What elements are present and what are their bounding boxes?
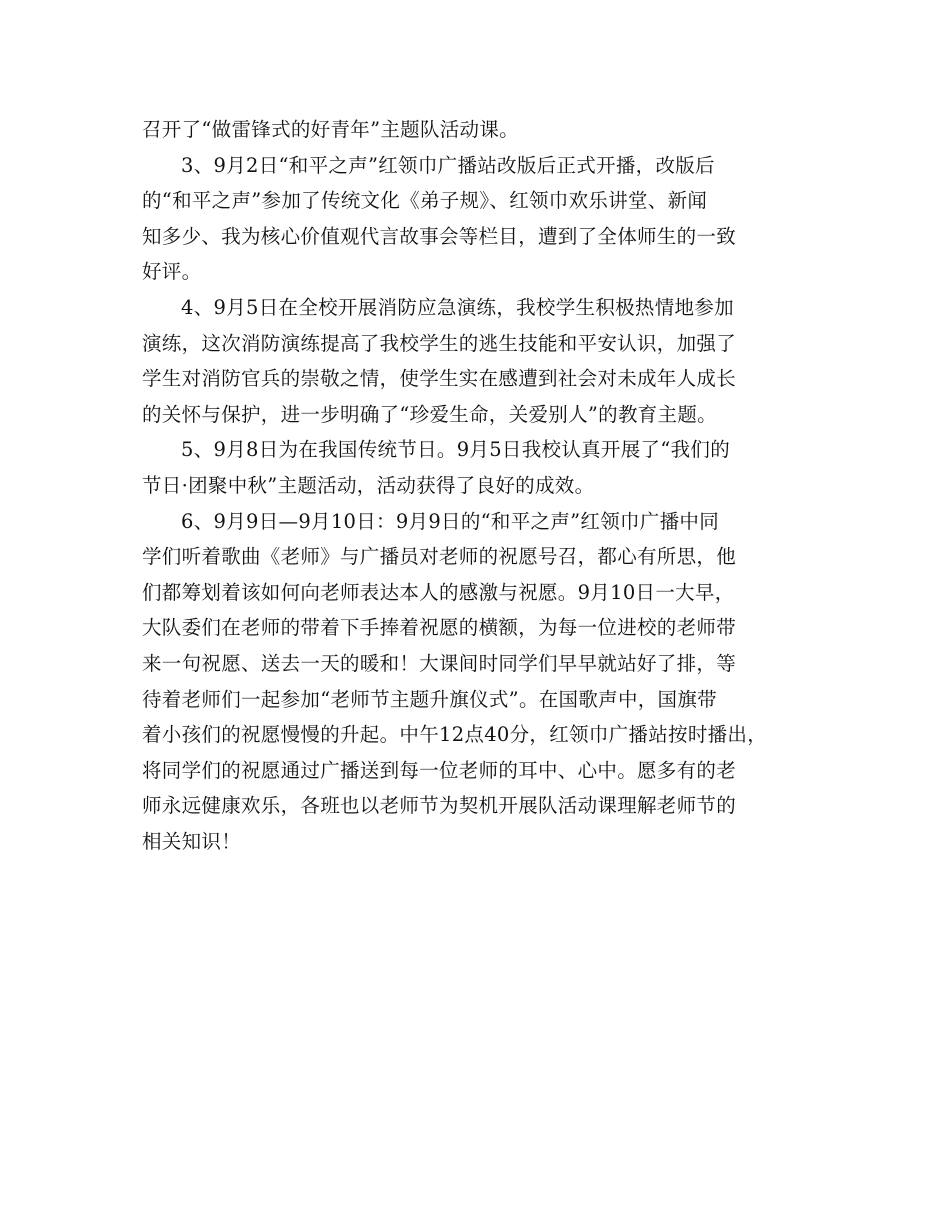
text-line: 将同学们的祝愿通过广播送到每一位老师的耳中、心中。愿多有的老	[142, 758, 737, 782]
text-line: 大队委们在老师的带着下手捧着祝愿的横额，为每一位进校的老师带	[142, 616, 737, 640]
paragraph-6-line: 6、9月9日—9月10日：9月9日的“和平之声”红领巾广播中同	[181, 509, 719, 533]
text-line: 学生对消防官兵的崇敬之情，使学生实在感遭到社会对未成年人成长	[142, 367, 737, 391]
text-line: 知多少、我为核心价值观代言故事会等栏目，遭到了全体师生的一致	[142, 224, 737, 248]
text-line: 好评。	[142, 260, 202, 284]
text-line: 们都筹划着该如何向老师表达本人的感激与祝愿。9月10日一大早，	[142, 580, 735, 604]
text-line: 相关知识！	[142, 829, 242, 853]
text-line: 的“和平之声”参加了传统文化《弟子规》、红领巾欢乐讲堂、新闻	[142, 189, 708, 213]
text-line: 待着老师们一起参加“老师节主题升旗仪式”。在国歌声中，国旗带	[142, 687, 717, 711]
text-line: 召开了“做雷锋式的好青年”主题队活动课。	[142, 118, 519, 141]
text-line: 演练，这次消防演练提高了我校学生的逃生技能和平安认识，加强了	[142, 331, 737, 355]
text-line: 学们听着歌曲《老师》与广播员对老师的祝愿号召，都心有所思，他	[142, 545, 737, 569]
paragraph-4-line: 4、9月5日在全校开展消防应急演练，我校学生积极热情地参加	[181, 295, 734, 319]
body-text	[142, 112, 822, 859]
text-line: 的关怀与保护，进一步明确了“珍爱生命，关爱别人”的教育主题。	[142, 402, 717, 426]
paragraph-5-line: 5、9月8日为在我国传统节日。9月5日我校认真开展了“我们的	[181, 438, 731, 462]
text-line: 师永远健康欢乐，各班也以老师节为契机开展队活动课理解老师节的	[142, 794, 737, 818]
text-line: 节日·团聚中秋”主题活动，活动获得了良好的成效。	[142, 473, 595, 497]
text-line: 来一句祝愿、送去一天的暖和！大课间时同学们早早就站好了排，等	[142, 651, 737, 675]
text-line: 着小孩们的祝愿慢慢的升起。中午12点40分，红领巾广播站按时播出，	[142, 723, 768, 747]
paragraph-3-line: 3、9月2日“和平之声”红领巾广播站改版后正式开播，改版后	[181, 153, 715, 177]
